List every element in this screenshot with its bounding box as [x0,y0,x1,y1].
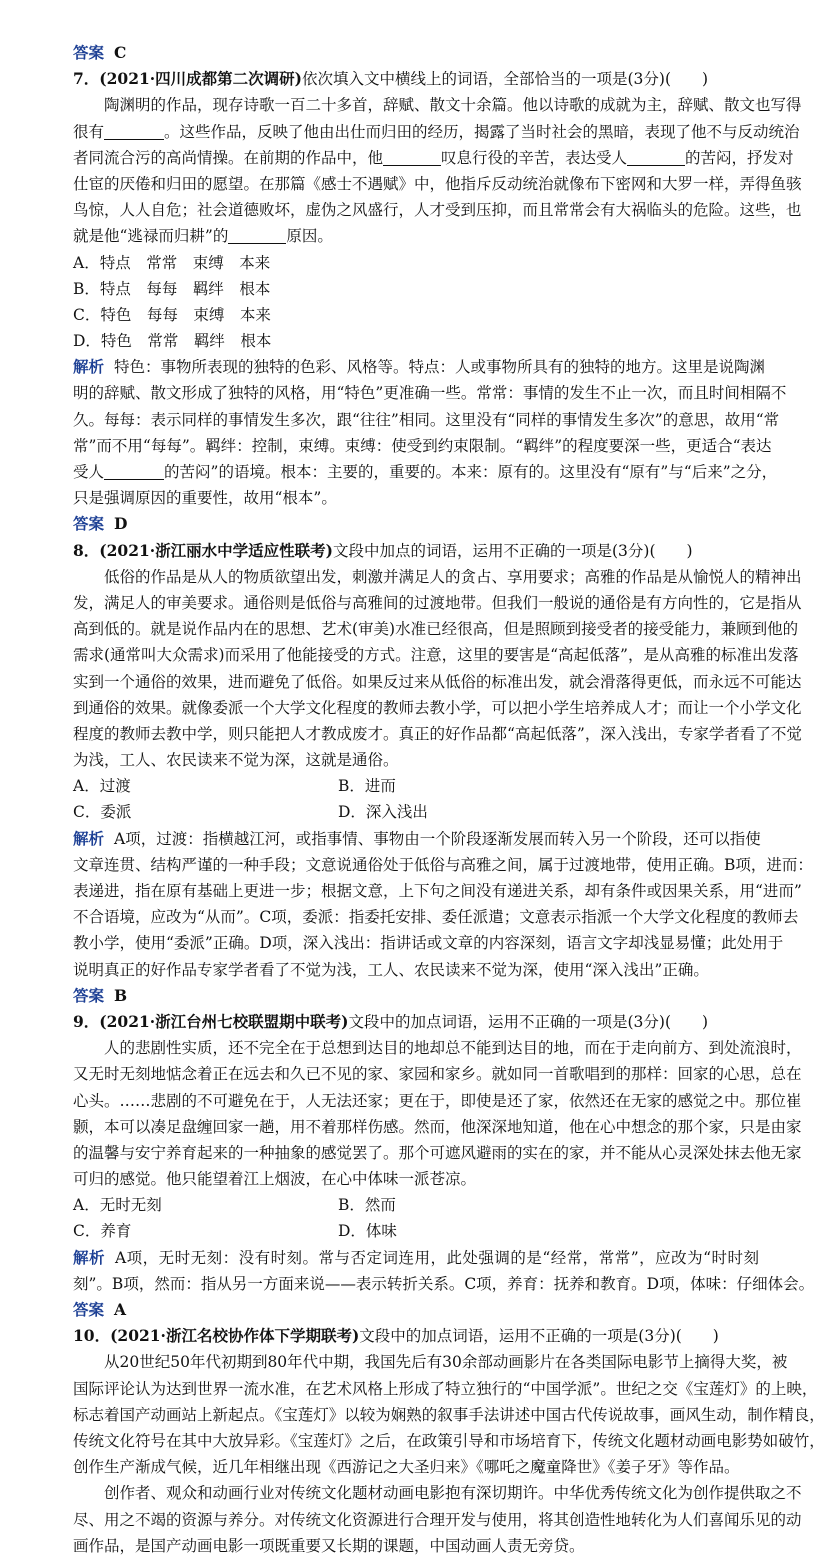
passage-line: 需求(通常叫大众需求)而采用了他能接受的方式。注意，这里的要害是“高起低落”，是从高雅的标准出发落 [73,646,799,665]
option-b: B．特点 每每 羁绊 根本 [73,279,271,298]
answer-value: D [114,514,128,534]
passage-line: 低俗的作品是从人的物质欲望出发，刺激并满足人的贪占、享用要求；高雅的作品是从愉悦人的精神出 [104,567,802,586]
explanation-label: 解析 [73,1247,105,1267]
question-7-prompt: 依次填入文中横线上的词语，全部恰当的一项是(3分)( ) [302,70,709,89]
option-c: C．委派 [73,803,132,822]
passage-line: 画作品，是国产动画电影一项既重要又长期的课题，中国动画人责无旁贷。 [73,1536,585,1555]
answer-label: 答案 [73,514,105,534]
question-9-prompt: 文段中的加点词语，运用不正确的一项是(3分)( ) [348,1012,709,1031]
passage-line: 者同流合污的高尚情操。在前期的作品中，他 叹息行役的辛苦，表达受人 的苦闷，抒发对 [73,148,794,167]
document-page [73,40,825,1559]
option-a: A．过渡 [73,777,131,796]
question-8-source: 8．(2021·浙江丽水中学适应性联考) [73,540,333,560]
fill-blank [104,463,164,480]
passage-line: 程度的教师去教中学，则只能把人才教成废才。真正的好作品都“高起低落”，深入浅出，专家学者看了不觉 [73,724,802,743]
explanation-line: 解析 A项，过渡：指横越江河，或指事情、事物由一个阶段逐渐发展而转入另一个阶段，还可以指使 [73,828,761,848]
passage-line: 发，满足人的审美要求。通俗则是低俗与高雅间的过渡地带。但我们一般说的通俗是有方向性的，它是指从 [73,593,802,612]
option-row [73,1218,759,1244]
explanation-line: 解析 A项，无时无刻：没有时刻。常与否定词连用，此处强调的是“经常，常常”，应改为“时时刻 [73,1247,759,1267]
explanation-line: 解析 特色：事物所表现的独特的色彩、风格等。特点：人或事物所具有的独特的地方。这里是说陶渊 [73,357,766,377]
fill-blank [228,227,286,244]
question-10-prompt: 文段中的加点词语，运用不正确的一项是(3分)( ) [359,1327,719,1346]
passage-line: 的温馨与安宁养育起来的一种抽象的感觉罢了。那个可遮风避雨的实在的家，并不能从心灵深处抹去他无家 [73,1143,802,1162]
passage-line: 标志着国产动画站上新起点。《宝莲灯》以较为娴熟的叙事手法讲述中国古代传说故事，画风生动，制作精良， [73,1405,825,1424]
answer-line-q6 [73,40,759,66]
passage-line: 很有 。这些作品，反映了他由出仕而归田的经历，揭露了当时社会的黑暗，表现了他不与反动统治 [73,122,800,141]
answer-line-q8 [73,983,759,1009]
option-d: D．体味 [338,1222,397,1241]
explanation-line: 文章连贯、结构严谨的一种手段；文意说通俗处于低俗与高雅之间，属于过渡地带，使用正确。B项，进而： [73,855,813,874]
explanation-line: 说明真正的好作品专家学者看了不觉为浅，工人、农民读来不觉为深，使用“深入浅出”正确。 [73,960,709,979]
question-8-prompt: 文段中加点的词语，运用不正确的一项是(3分)( ) [333,541,693,560]
option-a: A．特点 常常 束缚 本来 [73,253,271,272]
option-d: D．深入浅出 [338,803,428,822]
question-10-heading [73,1323,759,1349]
option-d: D．特色 常常 羁绊 根本 [73,332,272,351]
question-7-source: 7．(2021·四川成都第二次调研) [73,69,302,89]
answer-line-q7 [73,511,759,537]
passage-line: 传统文化符号在其中大放异彩。《宝莲灯》之后，在政策引导和市场培育下，传统文化题材动画电影势如破竹， [73,1431,825,1450]
explanation-line: 久。每每：表示同样的事情发生多次，跟“往往”相同。这里没有“同样的事情发生多次”的意思，故用“常 [73,410,780,429]
answer-label: 答案 [73,985,105,1005]
passage-line: 心头。……悲剧的不可避免在于，人无法还家；更在于，即使是还了家，依然还在无家的感觉之中。那位崔 [73,1091,802,1110]
passage-line: 到通俗的效果。就像委派一个大学文化程度的教师去教小学，可以把小学生培养成人才；而让一个小学文化 [73,698,802,717]
question-9-source: 9．(2021·浙江台州七校联盟期中联考) [73,1011,349,1031]
explanation-line: 受人 的苦闷”的语境。根本：主要的，重要的。本来：原有的。这里没有“原有”与“后来”之分， [73,463,778,481]
option-row [73,1192,759,1218]
option-c: C．特色 每每 束缚 本来 [73,305,271,324]
passage-line: 创作生产渐成气候，近几年相继出现《西游记之大圣归来》《哪吒之魔童降世》《姜子牙》等作品。 [73,1458,740,1477]
explanation-label: 解析 [73,357,105,377]
option-c: C．养育 [73,1222,132,1241]
passage-line: 人的悲剧性实质，还不完全在于总想到达目的地却总不能到达目的地，而在于走向前方、到处流浪时， [104,1039,802,1058]
question-7-heading [73,66,759,92]
option-a: A．无时无刻 [73,1196,162,1215]
fill-blank [383,149,441,166]
passage-line: 实到一个通俗的效果，进而避免了低俗。如果反过来从低俗的标准出发，就会滑落得更低，而永远不可能达 [73,672,802,691]
explanation-line: 表递进，指在原有基础上更进一步；根据文意，上下句之间没有递进关系，却有条件或因果关系，用“进而” [73,882,802,900]
passage-line: 高到低的。就是说作品内在的思想、艺术(审美)水准已经很高，但是照顾到接受者的接受能力，兼顾到他的 [73,620,799,639]
explanation-line: 明的辞赋、散文形成了独特的风格，用“特色”更准确一些。常常：事情的发生不止一次，而且时间相隔不 [73,384,787,403]
passage-line: 国际评论认为达到世界一流水准，在艺术风格上形成了特立独行的“中国学派”。世纪之交《宝莲灯》的上映， [73,1379,818,1398]
passage-line: 颢，本可以凑足盘缠回家一趟，用不着那样伤感。然而，他深深地知道，他在心中想念的那个家，只是由家 [73,1117,802,1136]
question-9-heading [73,1009,759,1035]
passage-line: 为浅，工人、农民读来不觉为深，这就是通俗。 [73,751,399,770]
option-row [73,773,759,799]
explanation-line: 常”而不用“每每”。羁绊：控制，束缚。束缚：使受到约束限制。“羁绊”的程度要深一些，更适合“表达 [73,436,772,455]
answer-value: B [114,985,128,1005]
passage-line: 就是他“逃禄而归耕”的 原因。 [73,227,333,246]
question-10-source: 10．(2021·浙江名校协作体下学期联考) [73,1326,360,1346]
answer-label: 答案 [73,1300,105,1319]
answer-value: C [114,43,127,62]
explanation-line: 只是强调原因的重要性，故用“根本”。 [73,489,337,508]
passage-line: 从20世纪50年代初期到80年代中期，我国先后有30余部动画影片在各类国际电影节上摘得大奖，被 [104,1353,788,1372]
passage-line: 可归的感觉。他只能望着江上烟波，在心中体味一派苍凉。 [73,1170,477,1189]
passage-line: 陶渊明的作品，现存诗歌一百二十多首，辞赋、散文十余篇。他以诗歌的成就为主，辞赋、散文也写得 [104,96,802,115]
fill-blank [104,123,164,140]
question-8-heading [73,538,759,564]
answer-label: 答案 [73,43,105,62]
passage-line: 又无时无刻地惦念着正在远去和久已不见的家、家园和家乡。就如同一首歌唱到的那样：回家的心思，总在 [73,1065,802,1084]
option-b: B．然而 [338,1196,396,1215]
answer-value: A [114,1300,127,1319]
explanation-label: 解析 [73,828,105,848]
option-b: B．进而 [338,777,396,796]
option-row [73,799,759,825]
explanation-line: 刻”。B项，然而：指从另一方面来说——表示转折关系。C项，养育：抚养和教育。D项，体味：仔细体会。 [73,1274,815,1293]
passage-line: 鸟惊，人人自危；社会道德败坏，虚伪之风盛行，人才受到压抑，而且常常会有大祸临头的危险。这些，也 [73,201,802,220]
fill-blank [627,149,685,166]
passage-line: 创作者、观众和动画行业对传统文化题材动画电影抱有深切期许。中华优秀传统文化为创作提供取之不 [104,1484,802,1503]
answer-line-q9 [73,1297,759,1323]
explanation-line: 教小学，使用“委派”正确。D项，深入浅出：指讲话或文章的内容深刻，语言文字却浅显易懂；此处用于 [73,934,784,953]
passage-line: 仕宦的厌倦和归田的愿望。在那篇《感士不遇赋》中，他指斥反动统治就像布下密网和大罗一样，弄得鱼骇 [73,174,802,193]
explanation-line: 不合语境，应改为“从而”。C项，委派：指委托安排、委任派遣；文意表示指派一个大学文化程度的教师去 [73,908,799,927]
passage-line: 尽、用之不竭的资源与养分。对传统文化资源进行合理开发与使用，将其创造性地转化为人们喜闻乐见的动 [73,1510,802,1529]
